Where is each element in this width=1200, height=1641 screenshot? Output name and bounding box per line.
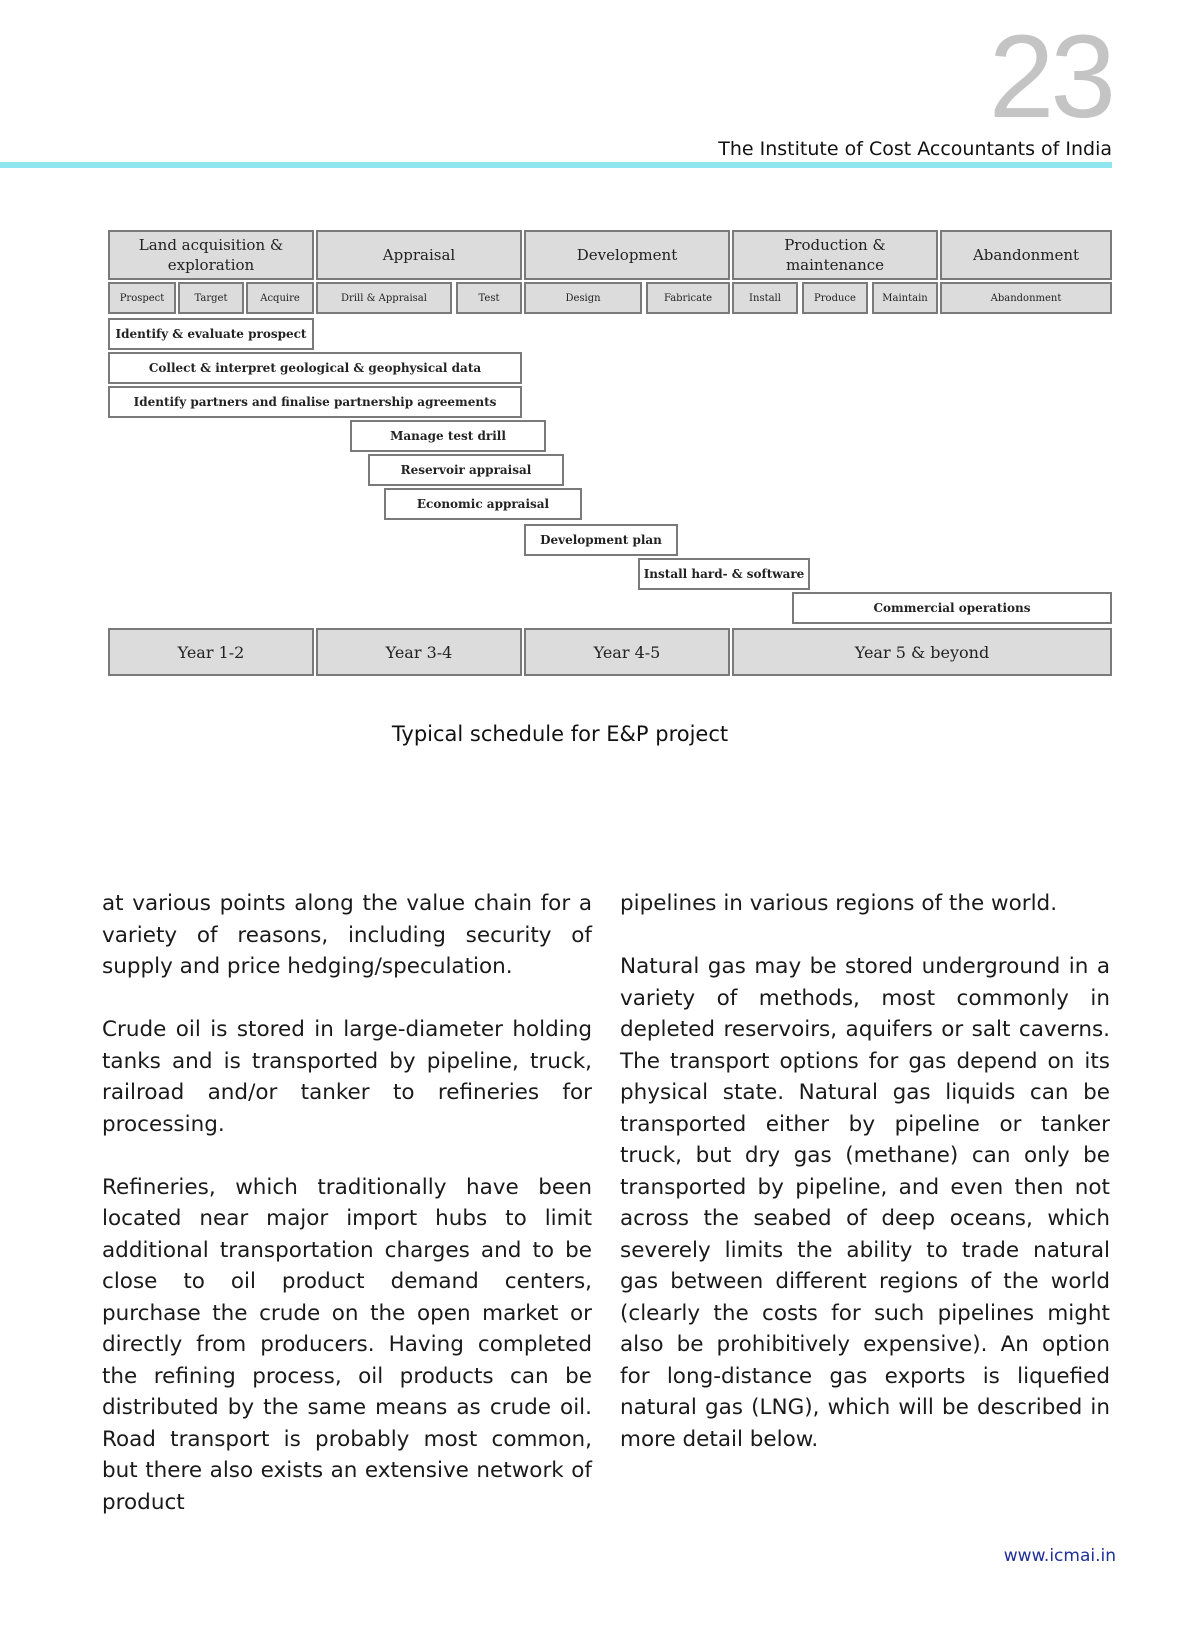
year-1-2: Year 1-2	[108, 628, 314, 676]
paragraph: Crude oil is stored in large-diameter holding tanks and is transported by pipeline, truck, railroad and/or tanker to refineries for processing.	[102, 1017, 592, 1137]
left-column	[102, 888, 592, 1550]
task-install-hard-software: Install hard- & software	[638, 558, 810, 590]
footer-url[interactable]: www.icmai.in	[1003, 1546, 1116, 1566]
phase-development: Development	[524, 230, 730, 280]
task-collect-geological-data: Collect & interpret geological & geophysical data	[108, 352, 522, 384]
paragraph: Refineries, which traditionally have been located near major import hubs to limit additional transportation charges and to be close to oil product demand centers, purchase the crude on the open market or directly from producers. Having completed the refining process, oil products can be distributed by the same means as crude oil. Road transport is probably most common, but there also exists an extensive network of product	[102, 1174, 592, 1515]
schedule-diagram	[0, 0, 1200, 700]
task-identify-partners: Identify partners and finalise partnership agreements	[108, 386, 522, 418]
phase-land-acquisition: Land acquisition & exploration	[108, 230, 314, 280]
phase-production: Production & maintenance	[732, 230, 938, 280]
task-identify-prospect: Identify & evaluate prospect	[108, 318, 314, 350]
task-manage-test-drill: Manage test drill	[350, 420, 546, 452]
paragraph: Natural gas may be stored underground in a variety of methods, most commonly in depleted reservoirs, aquifers or salt caverns. The transport options for gas depend on its physical state. Natural gas liquids can be transported either by pipeline or tanker truck, but dry gas (methane) can only be transported by pipeline, and even then not across the seabed of deep oceans, which severely limits the ability to trade natural gas between different regions of the world (clearly the costs for such pipelines might also be prohibitively expensive). An option for long-distance gas exports is liquefied natural gas (LNG), which will be described in more detail below.	[620, 954, 1110, 1452]
year-3-4: Year 3-4	[316, 628, 522, 676]
subphase-prospect: Prospect	[108, 282, 176, 314]
phase-appraisal: Appraisal	[316, 230, 522, 280]
subphase-produce: Produce	[802, 282, 868, 314]
subphase-fabricate: Fabricate	[646, 282, 730, 314]
institute-name: The Institute of Cost Accountants of India	[718, 138, 1112, 160]
figure-caption: Typical schedule for E&P project	[391, 722, 729, 746]
task-economic-appraisal: Economic appraisal	[384, 488, 582, 520]
subphase-install: Install	[732, 282, 798, 314]
task-commercial-operations: Commercial operations	[792, 592, 1112, 624]
paragraph: pipelines in various regions of the world.	[620, 891, 1058, 916]
right-column	[620, 888, 1110, 1487]
subphase-test: Test	[456, 282, 522, 314]
subphase-target: Target	[178, 282, 244, 314]
paragraph: at various points along the value chain for a variety of reasons, including security of supply and price hedging/speculation.	[102, 891, 592, 979]
subphase-abandonment: Abandonment	[940, 282, 1112, 314]
phase-abandonment: Abandonment	[940, 230, 1112, 280]
page-number: 23	[988, 11, 1112, 143]
subphase-acquire: Acquire	[246, 282, 314, 314]
subphase-design: Design	[524, 282, 642, 314]
task-development-plan: Development plan	[524, 524, 678, 556]
year-5-beyond: Year 5 & beyond	[732, 628, 1112, 676]
subphase-maintain: Maintain	[872, 282, 938, 314]
subphase-drill-appraisal: Drill & Appraisal	[316, 282, 452, 314]
year-4-5: Year 4-5	[524, 628, 730, 676]
task-reservoir-appraisal: Reservoir appraisal	[368, 454, 564, 486]
